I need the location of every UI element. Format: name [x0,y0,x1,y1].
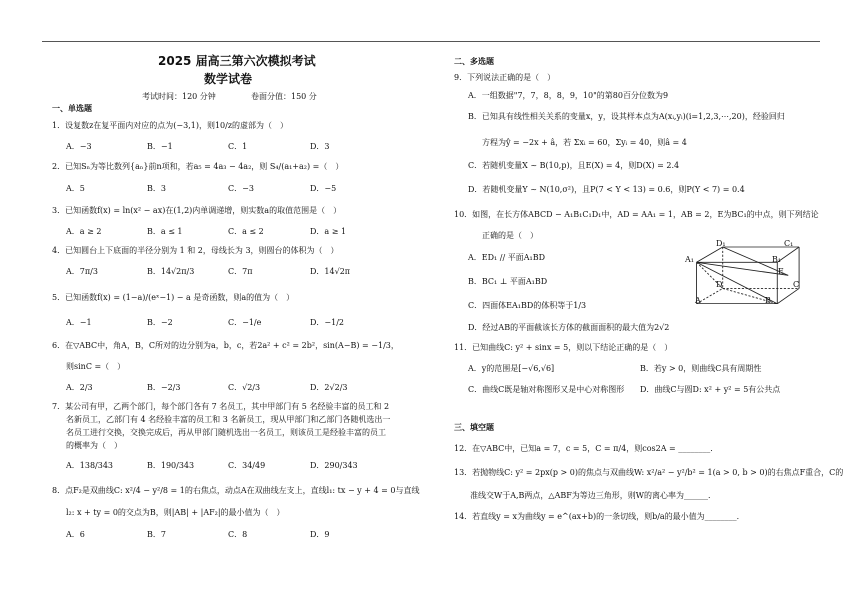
question-8: 8．点F₂是双曲线C: x²/4 − y²/8 = 1的右焦点，动点A在双曲线左支上，直线l₁: tx − y + 4 = 0与直线 [52,486,420,495]
q5-option-c: C．−1/e [228,318,262,327]
q5-option-a: A．−1 [66,318,92,327]
q2-option-c: C．−3 [228,184,254,193]
q11-option-b: B．若y > 0，则曲线C具有周期性 [640,364,762,373]
question-7-line3: 名员工进行交换，交换完成后，再从甲部门随机选出一名员工，则该员工是经验丰富的员工 [66,428,386,437]
question-6: 6．在▽ABC中，角A，B，C所对的边分别为a，b，c，若2a² + c² = 2b²，sin(A−B) = −1/3， [52,341,399,350]
section-fill-blank: 三、填空题 [454,423,494,432]
fig-label-b: B [765,296,771,305]
q3-option-c: C．a ≤ 2 [228,227,264,236]
question-8-line2: l₂: x + ty = 0的交点为B，则|AB| + |AF₂|的最小值为（ ） [66,508,285,517]
q2-option-a: A．5 [66,184,85,193]
question-2: 2．已知Sₙ为等比数列{aₙ}前n项和，若a₅ = 4a₃ − 4a₂，则 S₄/(a₁+a₂) =（ ） [52,162,344,171]
question-7-line4: 的概率为（ ） [66,441,122,450]
fig-label-e: E [778,267,784,276]
q8-option-c: C．8 [228,530,248,539]
q1-option-b: B．−1 [147,142,173,151]
q8-option-a: A．6 [66,530,85,539]
fig-label-a1: A₁ [685,255,694,264]
exam-title: 2025 届高三第六次模拟考试 [158,54,316,68]
question-4: 4．已知圆台上下底面的半径分别为 1 和 2，母线长为 3，则圆台的体积为（ ） [52,246,339,255]
q5-option-b: B．−2 [147,318,173,327]
question-14: 14．若直线y = x为曲线y = e^(ax+b)的一条切线，则b/a的最小值为________． [454,512,745,521]
question-5: 5．已知函数f(x) = (1−a)/(eˣ−1) − a 是奇函数，则a的值为（ ） [52,293,295,302]
section-single-choice: 一、单选题 [52,104,92,113]
question-10: 10．如图，在长方体ABCD − A₁B₁C₁D₁中，AD = AA₁ = 1，AB = 2，E为BC₁的中点，则下列结论 [454,210,819,219]
q10-option-d: D．经过AB的平面截该长方体的截面面积的最大值为2√2 [468,323,670,332]
q7-option-a: A．138/343 [66,461,114,470]
q4-option-d: D．14√2π [310,267,351,276]
q11-option-c: C．曲线C既是轴对称图形又是中心对称图形 [468,385,625,394]
q6-option-a: A．2/3 [66,383,93,392]
q2-option-b: B．3 [147,184,166,193]
q3-option-d: D．a ≥ 1 [310,227,347,236]
question-10-line2: 正确的是（ ） [482,231,538,240]
q1-option-c: C．1 [228,142,248,151]
fig-label-b1: B₁ [772,255,782,264]
q10-option-c: C．四面体EA₁BD的体积等于1/3 [468,301,587,310]
q11-option-d: D．曲线C与圆D: x² + y² = 5有公共点 [640,385,781,394]
q11-option-a: A．y的范围是[−√6,√6] [468,364,555,373]
question-3: 3．已知函数f(x) = ln(x² − ax)在(1,2)内单调递增，则实数a的取值范围是（ ） [52,206,342,215]
header-rule [42,41,820,42]
q8-option-d: D．9 [310,530,330,539]
question-13: 13．若抛物线C: y² = 2px(p > 0)的焦点与双曲线W: x²/a² − y²/b² = 1(a > 0, b > 0)的右焦点F重合，C的 [454,468,844,477]
q7-option-b: B．190/343 [147,461,195,470]
q4-option-b: B．14√2π/3 [147,267,195,276]
q1-option-a: A．−3 [66,142,92,151]
question-7: 7．某公司有甲，乙两个部门，每个部门各有 7 名员工，其中甲部门有 5 名经验丰富的员工和 2 [52,402,390,411]
question-11: 11．已知曲线C: y² + sinx = 5，则以下结论正确的是（ ） [454,343,673,352]
q9-option-b: B．已知具有线性相关关系的变量x，y，设其样本点为A(xᵢ,yᵢ)(i=1,2,3,⋯,20)，经验回归 [468,112,785,121]
q9-option-c: C．若随机变量X ~ B(10,p)，且E(X) = 4，则D(X) = 2.4 [468,161,680,170]
q7-option-d: D．290/343 [310,461,358,470]
q10-option-b: B．BC₁ ⊥ 平面A₁BD [468,277,548,286]
q6-option-c: C．√2/3 [228,383,261,392]
exam-subtitle: 数学试卷 [204,72,253,86]
question-1: 1．设复数z在复平面内对应的点为(−3,1)，则10/z的虚部为（ ） [52,121,289,130]
q3-option-a: A．a ≥ 2 [66,227,102,236]
section-multiple-choice: 二、多选题 [454,57,494,66]
q10-option-a: A．ED₁ // 平面A₁BD [468,253,545,262]
q6-option-d: D．2√2/3 [310,383,348,392]
q9-option-a: A．一组数据"7，7，8，8，9，10"的第80百分位数为9 [468,91,669,100]
question-13-line2: 准线交W于A,B两点，△ABF为等边三角形，则W的离心率为______． [470,491,717,500]
q3-option-b: B．a ≤ 1 [147,227,183,236]
q6-option-b: B．−2/3 [147,383,181,392]
q5-option-d: D．−1/2 [310,318,344,327]
fig-label-a: A [695,296,701,305]
q2-option-d: D．−5 [310,184,337,193]
question-12: 12．在▽ABC中，已知a = 7，c = 5，C = π/4，则cos2A = ________． [454,444,719,453]
q4-option-a: A．7π/3 [66,267,98,276]
q4-option-c: C．7π [228,267,253,276]
fig-label-d: D [716,280,723,289]
q9-option-b-line2: 方程为ŷ = −2x + â，若 Σxᵢ = 60，Σyᵢ = 40，则â = 4 [482,138,687,147]
exam-score: 卷面分值：150 分 [251,92,317,101]
exam-time: 考试时间：120 分钟 [142,92,216,101]
fig-label-c1: C₁ [784,239,794,248]
fig-label-d1: D₁ [716,239,726,248]
fig-label-c: C [793,280,800,289]
q8-option-b: B．7 [147,530,166,539]
q1-option-d: D．3 [310,142,330,151]
q7-option-c: C．34/49 [228,461,266,470]
q9-option-d: D．若随机变量Y ~ N(10,σ²)，且P(7 < Y < 13) = 0.6，则P(Y < 7) = 0.4 [468,185,745,194]
question-7-line2: 名新员工，乙部门有 4 名经验丰富的员工和 3 名新员工，现从甲部门和乙部门各随机选出一 [66,415,391,424]
question-9: 9．下列说法正确的是（ ） [454,73,556,82]
question-6-line2: 则sinC =（ ） [66,362,126,371]
